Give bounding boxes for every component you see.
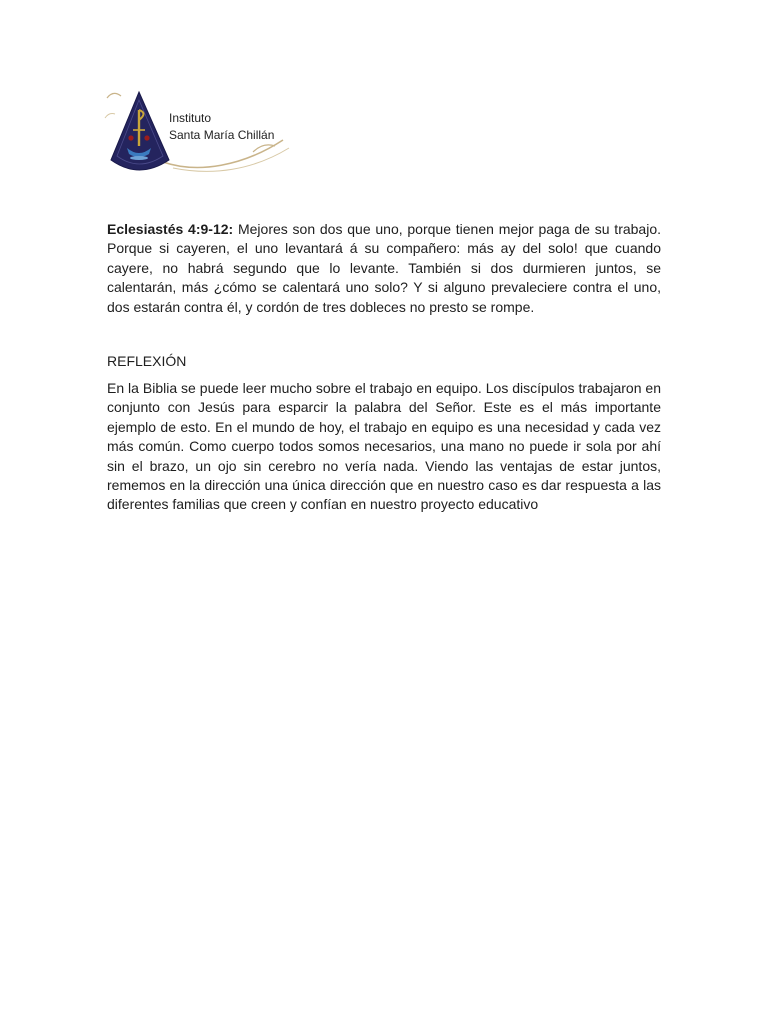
institution-logo — [103, 88, 293, 180]
logo-line-2: Santa María Chillán — [169, 128, 275, 142]
verse-reference: Eclesiastés 4:9-12: — [107, 221, 234, 237]
verse-text: Mejores son dos que uno, porque tienen mejor paga de su trabajo. Porque si cayeren, el uno levantará á su compañero: más ay del solo! que cuando cayere, no habrá segundo que lo levante. También si dos durmieren juntos, se calentarán, más ¿cómo se calentará uno solo? Y si alguno prevaleciere contra el uno, dos estarán contra él, y cordón de tres dobleces no presto se rompe. — [107, 221, 661, 315]
logo-text — [169, 110, 274, 144]
main-content — [107, 220, 661, 515]
reflection-paragraph: En la Biblia se puede leer mucho sobre el trabajo en equipo. Los discípulos trabajaron en conjunto con Jesús para esparcir la palabra del Señor. Este es el más importante ejemplo de esto. En el mundo de hoy, el trabajo en equipo es una necesidad y cada vez más común. Como cuerpo todos somos necesarios, una mano no puede ir sola por ahí sin el brazo, un ojo sin cerebro no vería nada. Viendo las ventajas de estar juntos, rememos en la dirección una única dirección que en nuestro caso es dar respuesta a las diferentes familias que creen y confían en nuestro proyecto educativo — [107, 380, 661, 513]
logo-line-1: Instituto — [169, 111, 212, 125]
verse-paragraph — [107, 220, 661, 317]
reflection-heading: REFLEXIÓN — [107, 353, 187, 370]
